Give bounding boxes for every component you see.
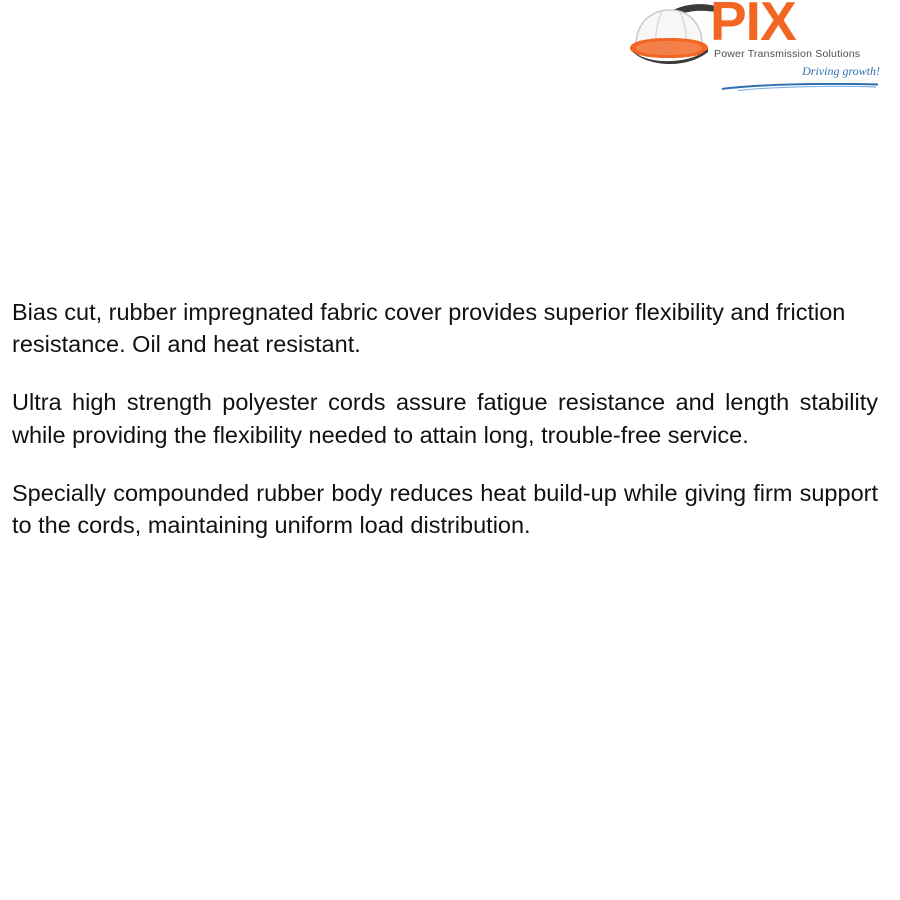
safety-helmet-icon	[624, 2, 720, 64]
paragraph-1: Bias cut, rubber impregnated fabric cover provides superior flexibility and friction resistance. Oil and heat resistant.	[12, 299, 846, 358]
brand-slogan: Driving growth!	[802, 64, 880, 78]
brand-wordmark: PIX	[710, 0, 796, 52]
document-body	[12, 296, 878, 567]
paragraph-2: Ultra high strength polyester cords assure fatigue resistance and length stability while providing the flexibility needed to attain long, trouble-free service.	[12, 389, 878, 448]
swoosh-underline-icon	[720, 78, 880, 86]
pix-logo	[624, 0, 882, 88]
paragraph-3: Specially compounded rubber body reduces heat build-up while giving firm support to the cords, maintaining uniform load distribution.	[12, 479, 878, 538]
brand-tagline: Power Transmission Solutions	[714, 48, 861, 60]
